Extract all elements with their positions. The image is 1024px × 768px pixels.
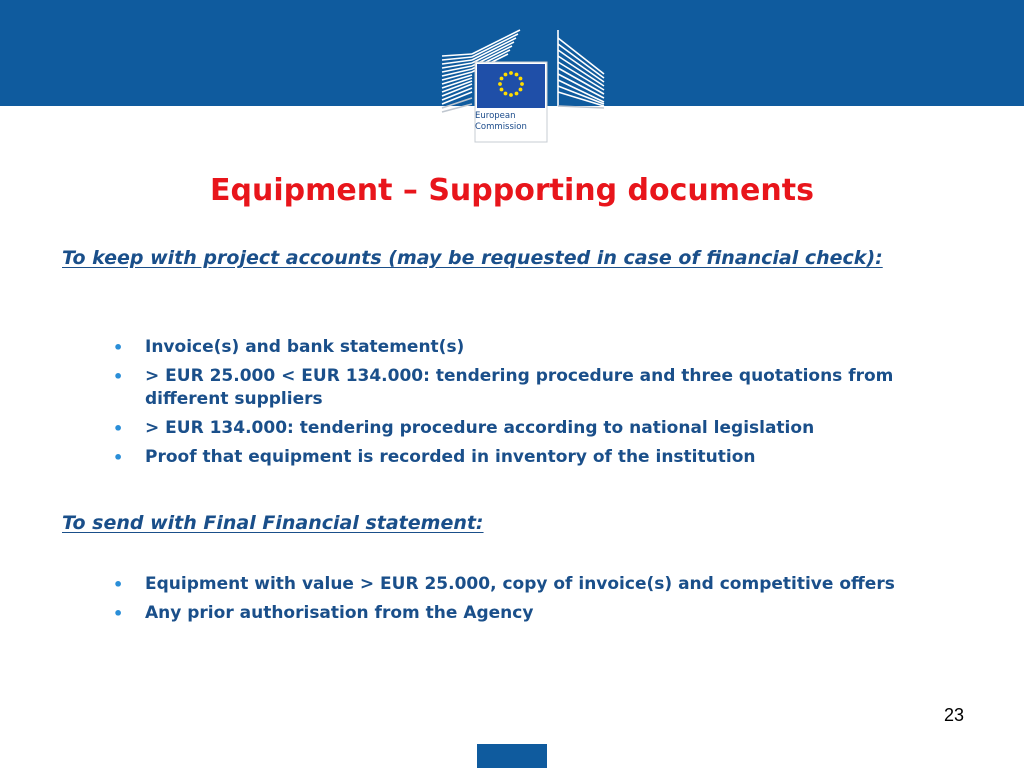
slide-title: Equipment – Supporting documents [210, 173, 814, 208]
logo-label-line1: European [475, 111, 516, 121]
page-number: 23 [943, 705, 964, 725]
keep-documents-list [145, 336, 975, 475]
logo-label [475, 111, 547, 133]
logo-label-line2: Commission [475, 122, 527, 132]
send-documents-list [145, 573, 975, 631]
european-commission-logo [440, 28, 606, 144]
section-heading-send-with-statement: To send with Final Financial statement: [62, 512, 484, 534]
list-item: • > EUR 134.000: tendering procedure according to national legislation [145, 417, 975, 440]
section-heading-keep-with-accounts: To keep with project accounts (may be requested in case of financial check): [62, 247, 883, 269]
list-item: • Invoice(s) and bank statement(s) [145, 336, 975, 359]
list-item: • Any prior authorisation from the Agency [145, 602, 975, 625]
eu-flag [477, 64, 545, 108]
list-item: • Proof that equipment is recorded in inventory of the institution [145, 446, 975, 469]
list-item: • Equipment with value > EUR 25.000, copy of invoice(s) and competitive offers [145, 573, 975, 596]
list-item: • > EUR 25.000 < EUR 134.000: tendering procedure and three quotations from different suppliers [145, 365, 975, 411]
footer-tab [477, 744, 547, 768]
